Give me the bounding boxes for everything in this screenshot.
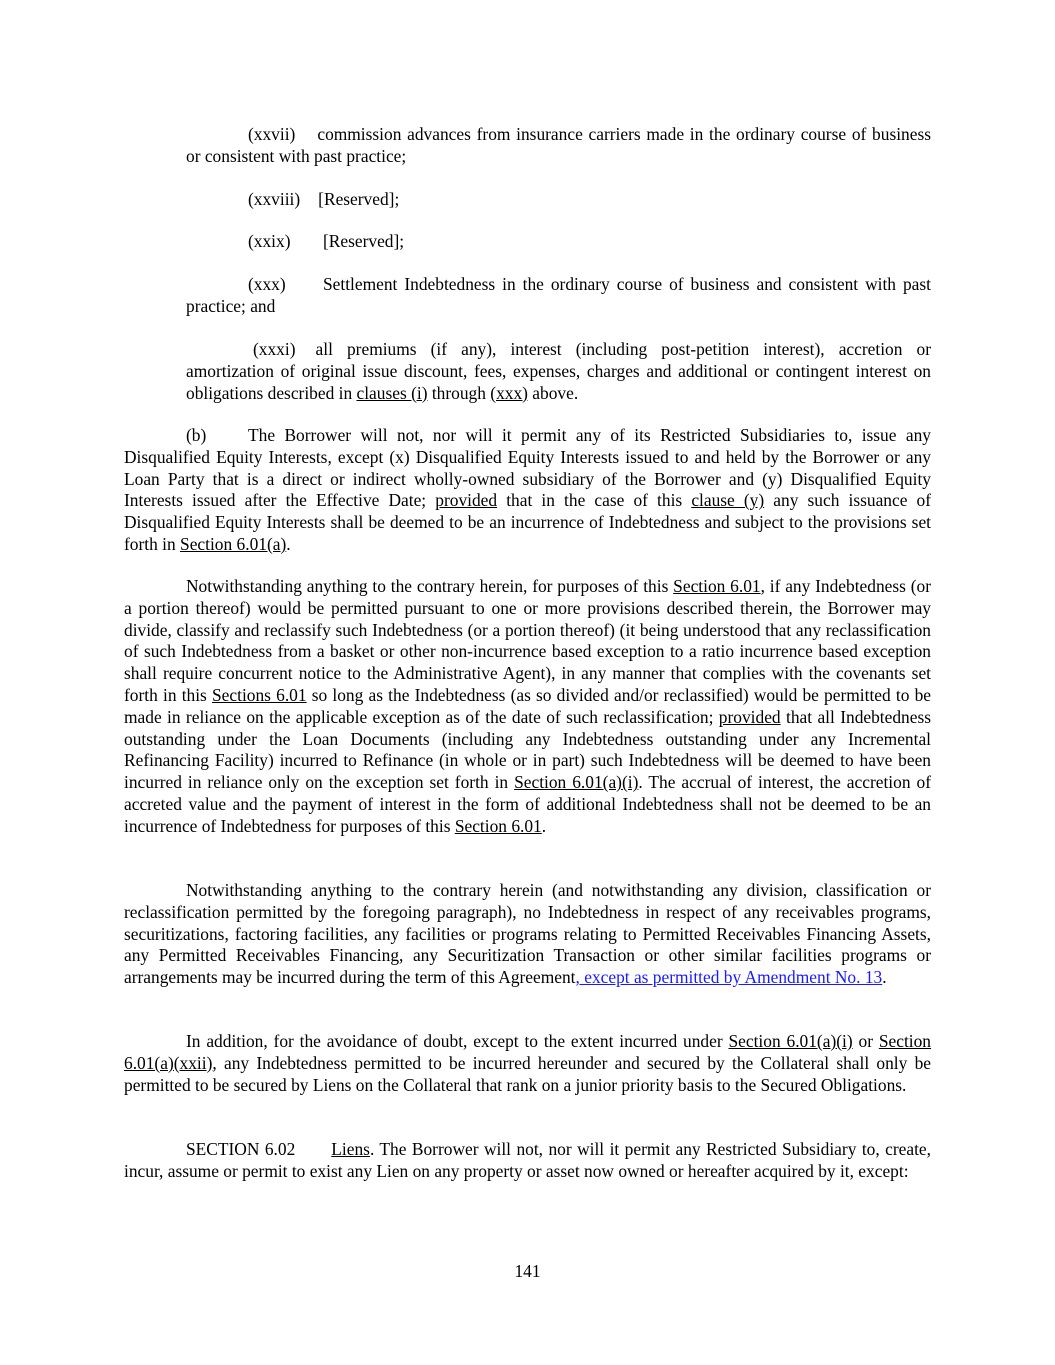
- clause-number: (xxx): [248, 274, 286, 294]
- section-6-01-link[interactable]: Section 6.01: [454, 815, 542, 836]
- clause-text: [Reserved];: [323, 231, 405, 251]
- notwithstanding-paragraph-1: Notwithstanding anything to the contrary herein, for purposes of this Section 6.01, if any Indebtedness (or a portion thereof) would be permitted pursuant to one or more provisions described therein, the Borrower may divide, classify and reclassify such Indebtedness (or a portion thereof) (it being understood that any reclassification of such Indebtedness from a basket or other non-incurrence based exception to a ratio incurrence based exception shall require concurrent notice to the Administrative Agent), in any manner that complies with the covenants set forth in this Sections 6.01 so long as the Indebtedness (as so divided and/or reclassified) would be permitted to be made in reliance on the applicable exception as of the date of such reclassification; provided that all Indebtedness outstanding under the Loan Documents (including any Indebtedness outstanding under any Incremental Refinancing Facility) incurred to Refinance (in whole or in part) such Indebtedness will be deemed to have been incurred in reliance only on the exception set forth in Section 6.01(a)(i). The accrual of interest, the accretion of accreted value and the payment of interest in the form of additional Indebtedness shall not be deemed to be an incurrence of Indebtedness for purposes of this Section 6.01.: [124, 576, 932, 836]
- section-number: SECTION 6.02: [186, 1139, 296, 1159]
- paragraph-number: (b): [186, 425, 207, 445]
- sections-6-01-link[interactable]: Sections 6.01: [212, 684, 307, 705]
- paragraph-b: (b) The Borrower will not, nor will it permit any of its Restricted Subsidiaries to, issue any Disqualified Equity Interests, except (x) Disqualified Equity Interests issued to and held by the Borrower or any Loan Party that is a direct or indirect wholly-owned subsidiary of the Borrower and (y) Disqualified Equity Interests issued after the Effective Date; provided that in the case of this clause (y) any such issuance of Disqualified Equity Interests shall be deemed to be an incurrence of Indebtedness and subject to the provisions set forth in Section 6.01(a).: [124, 425, 932, 554]
- clause-xxix: [186, 231, 931, 253]
- section-6-01-link[interactable]: Section 6.01: [673, 576, 761, 596]
- clause-number: (xxix): [248, 231, 291, 251]
- in-addition-paragraph: In addition, for the avoidance of doubt, except to the extent incurred under Section 6.01(a)(i) or Section 6.01(a)(xxii), any Indebtedness permitted to be incurred hereunder and secured by the Collateral shall only be permitted to be secured by Liens on the Collateral that rank on a junior priority basis to the Secured Obligations.: [124, 1031, 932, 1095]
- clause-number: (xxxi): [253, 339, 296, 359]
- clause-xxviii: [186, 189, 931, 211]
- clause-xxvii: [186, 124, 931, 168]
- section-title: Liens: [331, 1139, 370, 1159]
- section-6-01-a-xxii-link[interactable]: Section 6.01(a)(xxii): [124, 1031, 932, 1073]
- section-6-02-paragraph: SECTION 6.02 Liens. The Borrower will not, nor will it permit any Restricted Subsidiary to, create, incur, assume or permit to exist any Lien on any property or asset now owned or hereafter acquired by it, except:: [124, 1139, 931, 1181]
- clause-number: (xxvii): [248, 124, 296, 144]
- clause-text: Settlement Indebtedness in the ordinary course of business and consistent with past practice; and: [186, 274, 931, 316]
- clause-y-link[interactable]: clause (y): [691, 490, 765, 511]
- provided-term: provided: [718, 706, 781, 727]
- clauses-i-link[interactable]: clauses (i): [356, 382, 428, 403]
- section-gap: [295, 1139, 331, 1161]
- section-6-01-a-link[interactable]: Section 6.01(a): [180, 533, 287, 554]
- clause-text: commission advances from insurance carriers made in the ordinary course of business or consistent with past practice;: [186, 124, 931, 166]
- section-6-01-a-i-link[interactable]: Section 6.01(a)(i): [728, 1031, 853, 1051]
- clause-text: [Reserved];: [318, 189, 400, 209]
- provided-term: provided: [435, 490, 498, 511]
- amendment-insertion: , except as permitted by Amendment No. 13: [575, 967, 883, 988]
- page-number: 141: [514, 1261, 541, 1281]
- clause-xxx: [186, 274, 931, 318]
- clause-number: (xxviii): [248, 189, 301, 209]
- section-6-01-a-i-link[interactable]: Section 6.01(a)(i): [514, 772, 639, 793]
- clause-xxxi: (xxxi) all premiums (if any), interest (including post-petition interest), accretion or amortization of original issue discount, fees, expenses, charges and additional or contingent interest on obligations described in clauses (i) through (xxx) above.: [186, 339, 931, 403]
- clause-xxx-link[interactable]: (xxx): [490, 382, 528, 403]
- notwithstanding-paragraph-2: Notwithstanding anything to the contrary herein (and notwithstanding any division, classification or reclassification permitted by the foregoing paragraph), no Indebtedness in respect of any receivables programs, securitizations, factoring facilities, any facilities or programs relating to Permitted Receivables Financing Assets, any Permitted Receivables Financing, any Securitization Transaction or other similar facilities programs or arrangements may be incurred during the term of this Agreement, except as permitted by Amendment No. 13.: [124, 880, 931, 988]
